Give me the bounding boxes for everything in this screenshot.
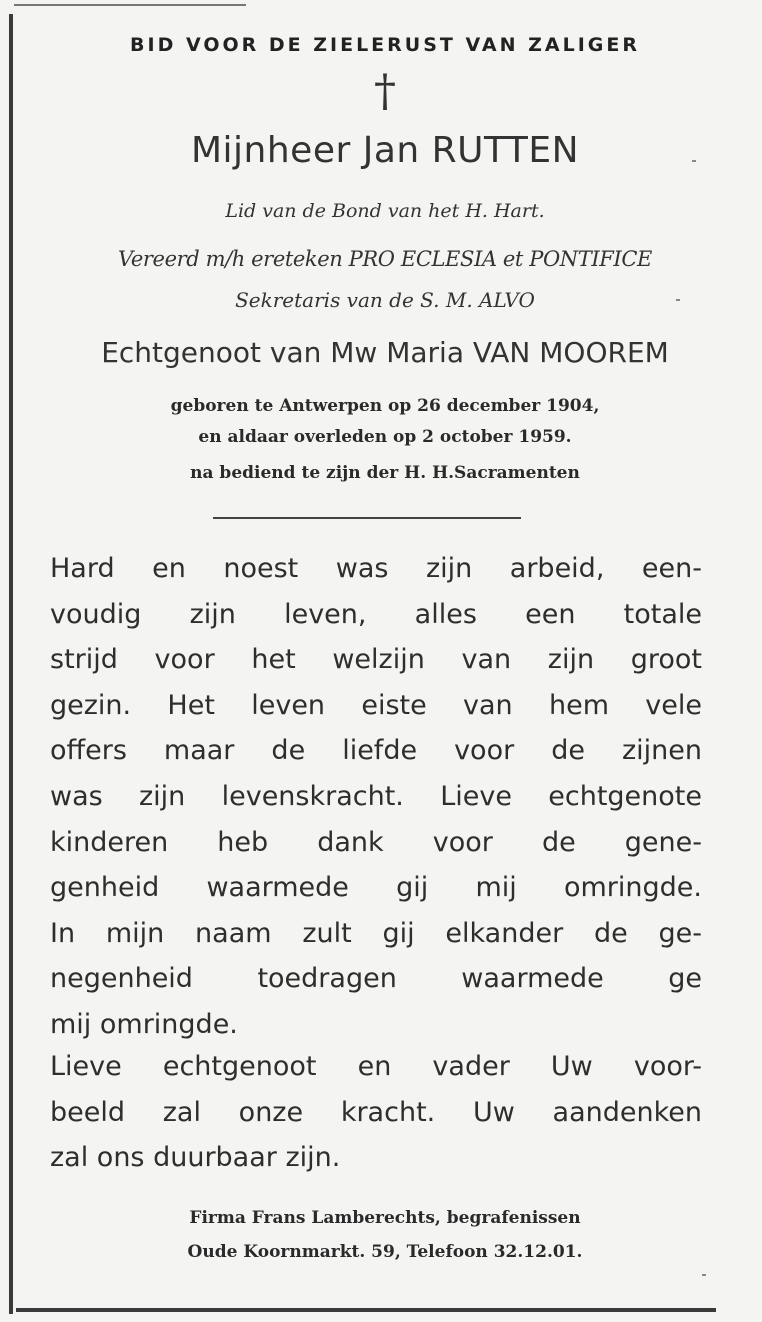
paragraph-1-line: mij omringde. (50, 1008, 238, 1040)
title-line-2: Vereerd m/h ereteken PRO ECLESIA et PONTIFICE (118, 247, 652, 271)
top-rule (14, 4, 246, 6)
paragraph-2-line: Lieve echtgenoot en vader Uw voor- (50, 1051, 702, 1082)
printer-firm: Firma Frans Lamberechts, begrafenissen (189, 1208, 581, 1228)
paragraph-2-line: zal ons duurbaar zijn. (50, 1142, 341, 1174)
paragraph-1 (50, 546, 702, 1048)
paragraph-1-line: negenheid toedragen waarmede ge (50, 963, 702, 995)
speck (692, 160, 696, 162)
spouse-line: Echtgenoot van Mw Maria VAN MOOREM (101, 336, 669, 369)
paragraph-1-line: genheid waarmede gij mij omringde. (50, 872, 702, 904)
speck (676, 299, 680, 301)
bottom-rule (16, 1308, 716, 1312)
paragraph-1-line: strijd voor het welzijn van zijn groot (50, 644, 702, 676)
title-line-1: Lid van de Bond van het H. Hart. (225, 200, 545, 222)
deceased-name: Mijnheer Jan RUTTEN (190, 130, 580, 171)
birth-line: geboren te Antwerpen op 26 december 1904, (170, 396, 600, 416)
paragraph-1-line: gezin. Het leven eiste van hem vele (50, 689, 702, 721)
speck (702, 1274, 706, 1276)
paragraph-1-line: Hard en noest was zijn arbeid, een- (50, 553, 702, 584)
paragraph-1-line: In mijn naam zult gij elkander de ge- (50, 917, 702, 949)
paragraph-2-line: beeld zal onze kracht. Uw aandenken (50, 1096, 702, 1128)
paragraph-1-line: offers maar de liefde voor de zijnen (50, 735, 702, 767)
printer-address: Oude Koornmarkt. 59, Telefoon 32.12.01. (187, 1242, 583, 1262)
paragraph-1-line: voudig zijn leven, alles een totale (50, 598, 702, 630)
paragraph-2 (50, 1044, 702, 1181)
sacraments-line: na bediend te zijn der H. H.Sacramenten (190, 463, 580, 483)
card-header: BID VOOR DE ZIELERUST VAN ZALIGER (130, 34, 640, 56)
death-line: en aldaar overleden op 2 october 1959. (198, 427, 572, 447)
cross-icon: † (374, 66, 396, 117)
divider (213, 517, 521, 519)
paragraph-1-line: was zijn levenskracht. Lieve echtgenote (50, 780, 702, 812)
title-line-3: Sekretaris van de S. M. ALVO (235, 288, 535, 312)
paragraph-1-line: kinderen heb dank voor de gene- (50, 826, 702, 858)
left-border (9, 14, 13, 1314)
